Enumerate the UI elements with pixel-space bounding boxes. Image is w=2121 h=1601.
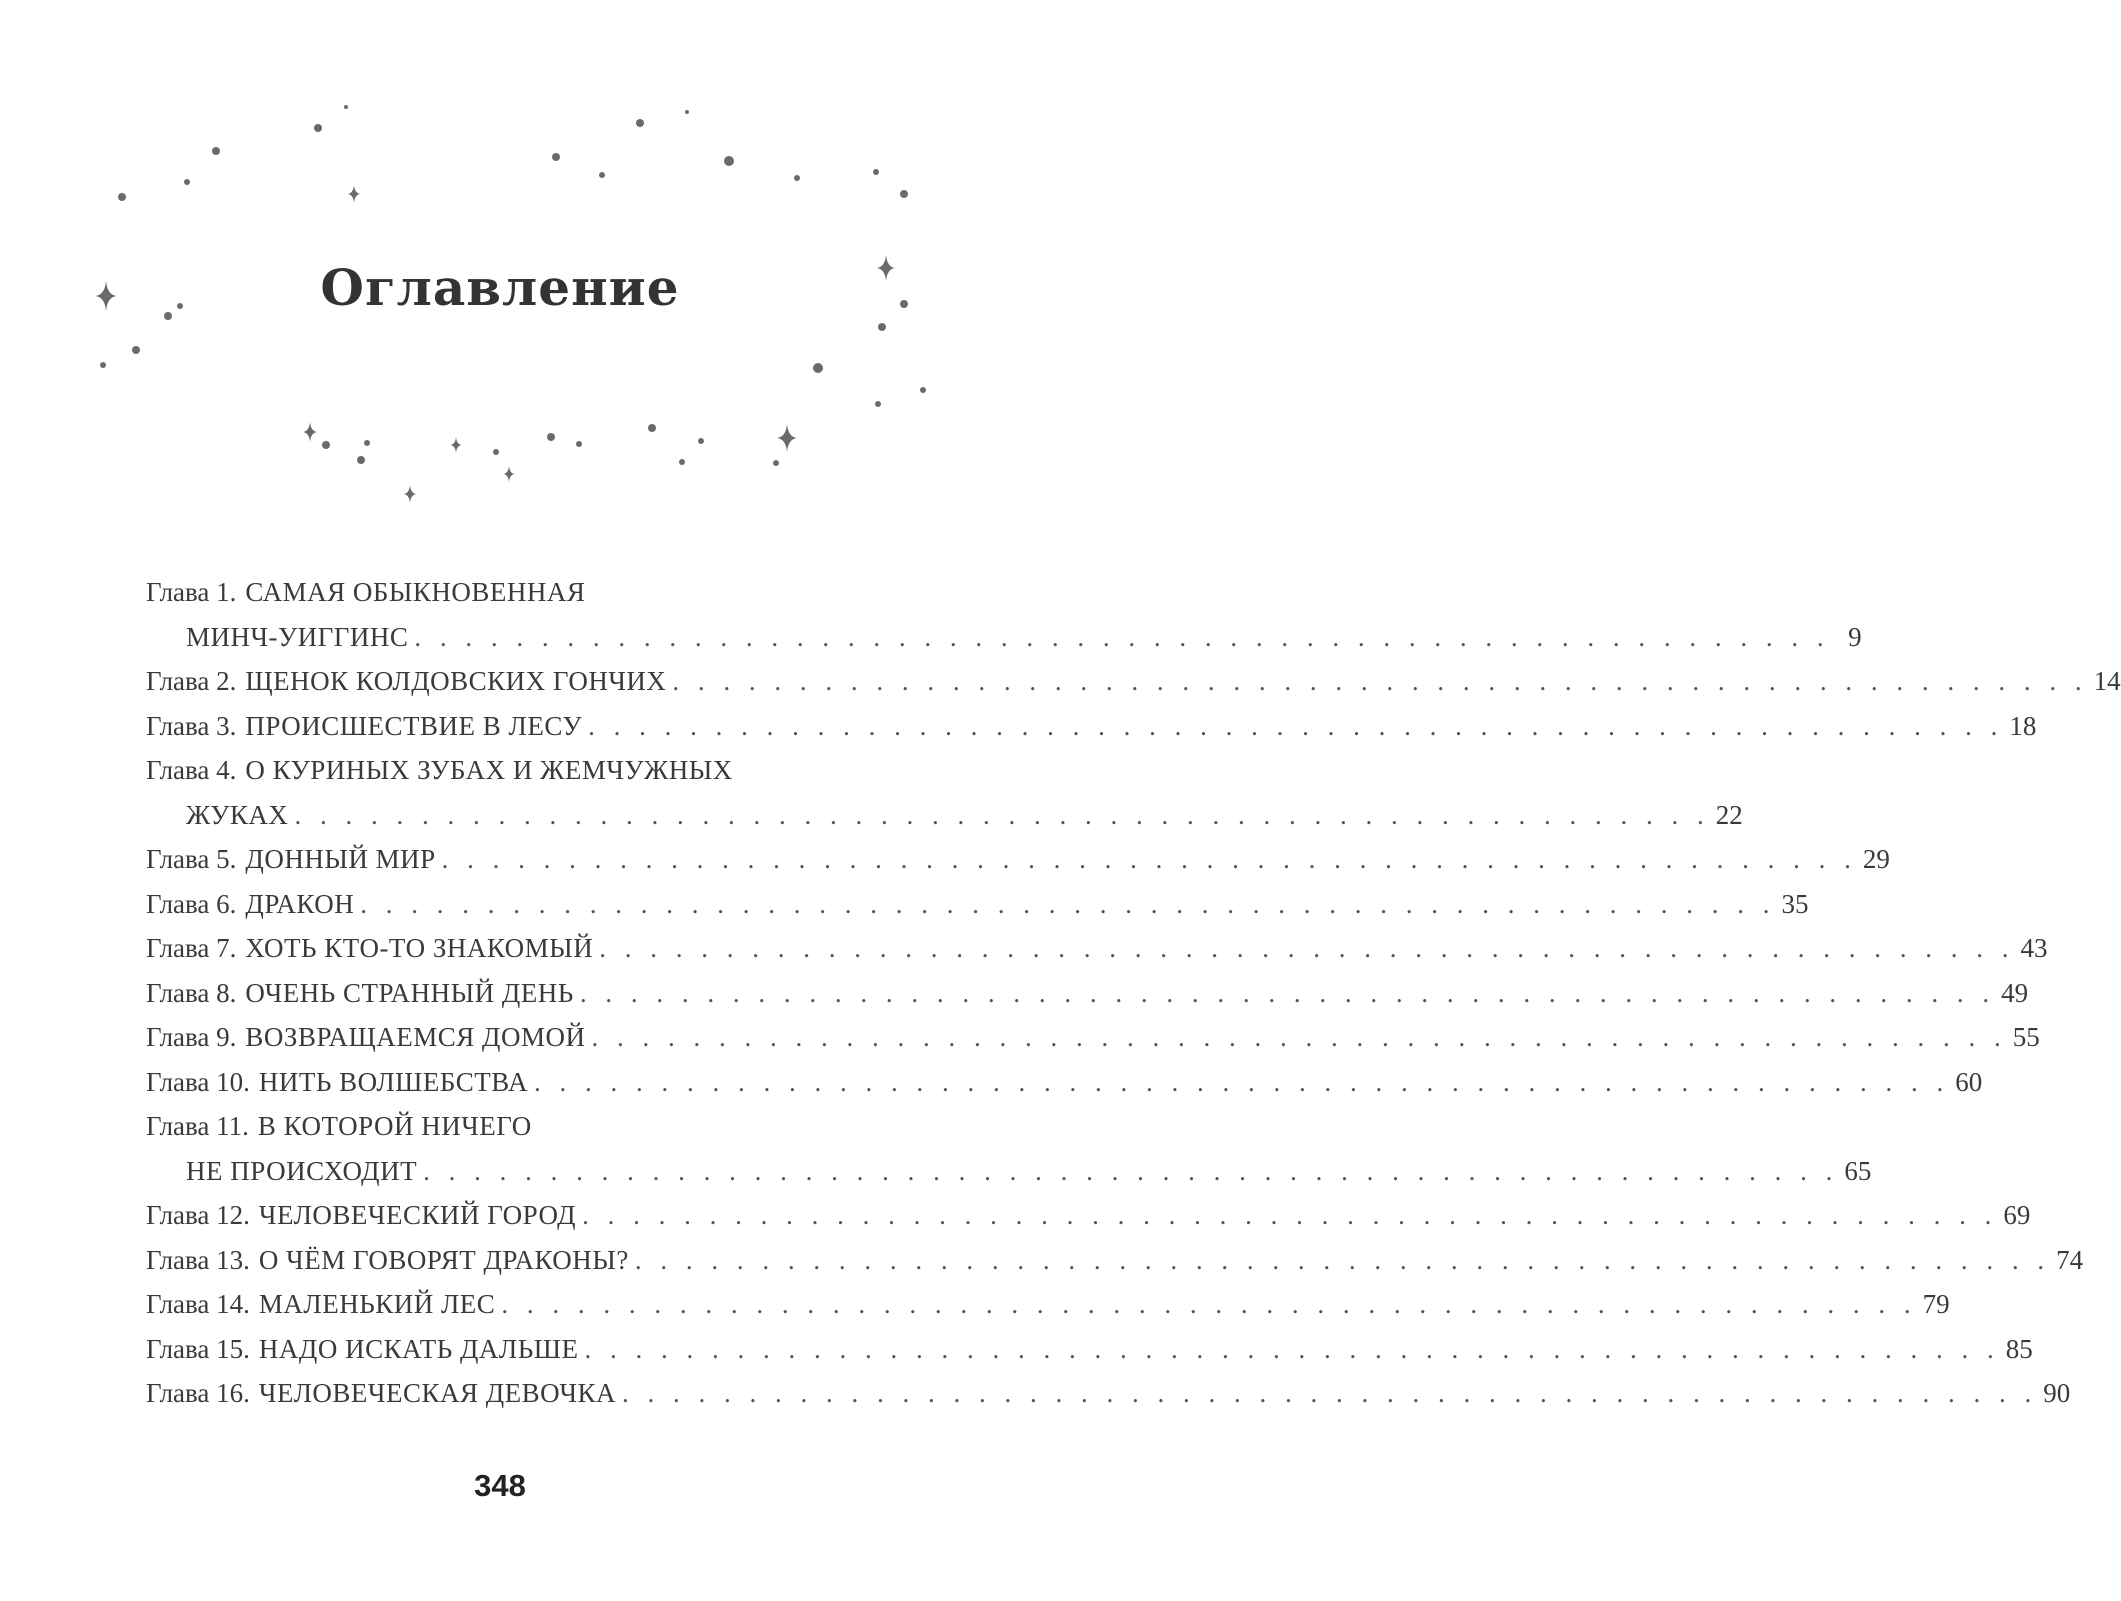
dot-leader: . . . . . . . . . . . . . . . . . . . . . . . . . . . . . . . . . . . . . . . . . . . . . . . . . . . . . . . . (423, 1155, 1839, 1186)
sparkle-star-icon (303, 422, 317, 442)
star-dot (636, 119, 644, 127)
table-of-contents (146, 570, 2121, 1416)
chapter-number: Глава 15. (146, 1333, 250, 1364)
toc-line (146, 704, 2037, 749)
star-dot (552, 153, 560, 161)
star-dot (875, 401, 881, 407)
chapter-title: ОЧЕНЬ СТРАННЫЙ ДЕНЬ (245, 977, 574, 1008)
chapter-title: ХОТЬ КТО-ТО ЗНАКОМЫЙ (245, 933, 594, 963)
chapter-number: Глава 9. (146, 1022, 237, 1052)
chapter-title: САМАЯ ОБЫКНОВЕННАЯ (245, 577, 586, 607)
star-dot (873, 169, 879, 175)
toc-entry (146, 1015, 2040, 1060)
chapter-page: 74 (2056, 1244, 2084, 1275)
star-dot (547, 433, 555, 441)
toc-line (146, 1193, 2031, 1238)
chapter-title: НЕ ПРОИСХОДИТ (186, 1155, 418, 1186)
star-dot (100, 362, 106, 368)
toc-line (146, 615, 1862, 660)
sparkle-star-icon (450, 437, 461, 453)
chapter-number: Глава 5. (146, 844, 237, 874)
toc-entry (146, 1060, 1983, 1105)
chapter-page: 65 (1844, 1155, 1872, 1186)
chapter-page: 9 (1848, 621, 1862, 652)
toc-entry (146, 748, 1743, 837)
dot-leader: . . . . . . . . . . . . . . . . . . . . . . . . . . . . . . . . . . . . . . . . . . . . . . . . . . . . . . . . (591, 1022, 2007, 1052)
dot-leader: . . . . . . . . . . . . . . . . . . . . . . . . . . . . . . . . . . . . . . . . . . . . . . . . . . . . . . . . (582, 1200, 1998, 1230)
star-dot (685, 110, 689, 114)
dot-leader: . . . . . . . . . . . . . . . . . . . . . . . . . . . . . . . . . . . . . . . . . . . . . . . . . . . . . . . . (294, 799, 1710, 830)
toc-entry (146, 1193, 2031, 1238)
chapter-page: 85 (2005, 1333, 2033, 1364)
toc-entry (146, 1282, 1950, 1327)
toc-line (146, 1282, 1950, 1327)
sparkle-star-icon (348, 185, 361, 203)
star-dot (322, 441, 330, 449)
star-dot (314, 124, 322, 132)
toc-line (146, 659, 2121, 704)
dot-leader: . . . . . . . . . . . . . . . . . . . . . . . . . . . . . . . . . . . . . . . . . . . . . . . . . . . . . . . . (672, 666, 2088, 696)
star-dot (184, 179, 190, 185)
star-dot (493, 449, 499, 455)
toc-entry (146, 926, 2048, 971)
star-dot (698, 438, 704, 444)
dot-leader: . . . . . . . . . . . . . . . . . . . . . . . . . . . . . . . . . . . . . . . . . . . . . . . . . . . . . . . . (441, 844, 1857, 874)
chapter-title: О КУРИНЫХ ЗУБАХ И ЖЕМЧУЖНЫХ (245, 755, 733, 785)
toc-entry (146, 837, 1890, 882)
sparkle-star-icon (404, 485, 417, 503)
page-title: Оглавление (320, 258, 680, 317)
chapter-number: Глава 4. (146, 755, 237, 785)
chapter-number: Глава 2. (146, 666, 237, 696)
chapter-page: 60 (1955, 1066, 1983, 1097)
chapter-number: Глава 3. (146, 710, 237, 741)
dot-leader: . . . . . . . . . . . . . . . . . . . . . . . . . . . . . . . . . . . . . . . . . . . . . . . . . . . . . . . . (360, 888, 1776, 919)
dot-leader: . . . . . . . . . . . . . . . . . . . . . . . . . . . . . . . . . . . . . . . . . . . . . . . . . . . . . . . . (501, 1289, 1917, 1319)
chapter-page: 55 (2012, 1022, 2040, 1052)
dot-leader: . . . . . . . . . . . . . . . . . . . . . . . . . . . . . . . . . . . . . . . . . . . . . . . . . . . . . . . . (579, 977, 1996, 1008)
toc-line (146, 837, 1890, 882)
chapter-page: 29 (1862, 844, 1890, 874)
chapter-title: НИТЬ ВОЛШЕБСТВА (258, 1066, 528, 1097)
toc-line (146, 882, 1809, 927)
star-dot (679, 459, 685, 465)
toc-line (146, 1149, 1872, 1194)
toc-line (146, 1238, 2084, 1283)
dot-leader: . . . . . . . . . . . . . . . . . . . . . . . . . . . . . . . . . . . . . . . . . . . . . . . . . . . . . . . . (584, 1333, 2000, 1364)
dot-leader: . . . . . . . . . . . . . . . . . . . . . . . . . . . . . . . . . . . . . . . . . . . . . . . . . . . . . . . . (634, 1244, 2051, 1275)
toc-line (146, 926, 2048, 971)
chapter-title: ЧЕЛОВЕЧЕСКИЙ ГОРОД (258, 1200, 577, 1230)
star-dot (900, 190, 908, 198)
chapter-page: 49 (2001, 977, 2029, 1008)
chapter-title: ЧЕЛОВЕЧЕСКАЯ ДЕВОЧКА (258, 1378, 617, 1408)
star-dot (920, 387, 926, 393)
star-dot (212, 147, 220, 155)
dot-leader: . . . . . . . . . . . . . . . . . . . . . . . . . . . . . . . . . . . . . . . . . . . . . . . . . . . . . . . . (414, 621, 1830, 652)
chapter-number: Глава 14. (146, 1289, 250, 1319)
chapter-title: ВОЗВРАЩАЕМСЯ ДОМОЙ (245, 1022, 586, 1052)
chapter-number: Глава 6. (146, 888, 237, 919)
chapter-number: Глава 11. (146, 1111, 249, 1141)
chapter-title: В КОТОРОЙ НИЧЕГО (257, 1111, 532, 1141)
toc-entry (146, 1327, 2033, 1372)
chapter-page: 35 (1781, 888, 1809, 919)
chapter-page: 79 (1922, 1289, 1950, 1319)
toc-entry (146, 1238, 2084, 1283)
sparkle-star-icon (503, 466, 514, 482)
chapter-title: ДРАКОН (245, 888, 355, 919)
star-dot (118, 193, 126, 201)
star-dot (724, 156, 734, 166)
toc-entry (146, 1104, 1872, 1193)
toc-line (146, 1060, 1983, 1105)
chapter-title: ЖУКАХ (186, 799, 289, 830)
toc-entry (146, 570, 1862, 659)
toc-entry (146, 1371, 2071, 1416)
chapter-title: ЩЕНОК КОЛДОВСКИХ ГОНЧИХ (245, 666, 667, 696)
chapter-title: ДОННЫЙ МИР (245, 844, 436, 874)
sparkle-star-icon (777, 424, 797, 452)
star-dot (878, 323, 886, 331)
toc-line (146, 1104, 866, 1149)
chapter-title: МИНЧ-УИГГИНС (186, 621, 409, 652)
dot-leader: . . . . . . . . . . . . . . . . . . . . . . . . . . . . . . . . . . . . . . . . . . . . . . . . . . . . . . . . (622, 1378, 2038, 1408)
star-dot (364, 440, 370, 446)
page-number: 348 (474, 1468, 526, 1503)
chapter-page: 69 (2003, 1200, 2031, 1230)
chapter-title: НАДО ИСКАТЬ ДАЛЬШЕ (258, 1333, 579, 1364)
star-dot (344, 105, 348, 109)
star-dot (576, 441, 582, 447)
toc-entry (146, 882, 1809, 927)
toc-entry (146, 971, 2029, 1016)
chapter-page: 43 (2020, 933, 2048, 963)
chapter-title: О ЧЁМ ГОВОРЯТ ДРАКОНЫ? (258, 1244, 629, 1275)
star-dot (813, 363, 823, 373)
chapter-number: Глава 16. (146, 1378, 250, 1408)
chapter-title: МАЛЕНЬКИЙ ЛЕС (258, 1289, 496, 1319)
chapter-page: 14 (2093, 666, 2121, 696)
star-dot (599, 172, 605, 178)
toc-line (146, 971, 2029, 1016)
chapter-number: Глава 13. (146, 1244, 250, 1275)
chapter-title: ПРОИСШЕСТВИЕ В ЛЕСУ (245, 710, 583, 741)
chapter-number: Глава 8. (146, 977, 237, 1008)
dot-leader: . . . . . . . . . . . . . . . . . . . . . . . . . . . . . . . . . . . . . . . . . . . . . . . . . . . . . . . . (534, 1066, 1950, 1097)
toc-line (146, 1371, 2071, 1416)
toc-line (146, 570, 866, 615)
chapter-number: Глава 12. (146, 1200, 250, 1230)
chapter-page: 18 (2009, 710, 2037, 741)
dot-leader: . . . . . . . . . . . . . . . . . . . . . . . . . . . . . . . . . . . . . . . . . . . . . . . . . . . . . . . . (588, 710, 2004, 741)
toc-line (146, 1015, 2040, 1060)
chapter-page: 22 (1715, 799, 1743, 830)
star-dot (773, 460, 779, 466)
chapter-number: Глава 7. (146, 933, 237, 963)
dot-leader: . . . . . . . . . . . . . . . . . . . . . . . . . . . . . . . . . . . . . . . . . . . . . . . . . . . . . . . . (599, 933, 2015, 963)
chapter-number: Глава 10. (146, 1066, 250, 1097)
toc-line (146, 748, 866, 793)
star-dot (132, 346, 140, 354)
chapter-number: Глава 1. (146, 577, 237, 607)
star-dot (357, 456, 365, 464)
toc-line (146, 1327, 2033, 1372)
toc-line (146, 793, 1743, 838)
chapter-page: 90 (2043, 1378, 2071, 1408)
star-dot (648, 424, 656, 432)
toc-entry (146, 659, 2121, 704)
toc-entry (146, 704, 2037, 749)
star-dot (794, 175, 800, 181)
